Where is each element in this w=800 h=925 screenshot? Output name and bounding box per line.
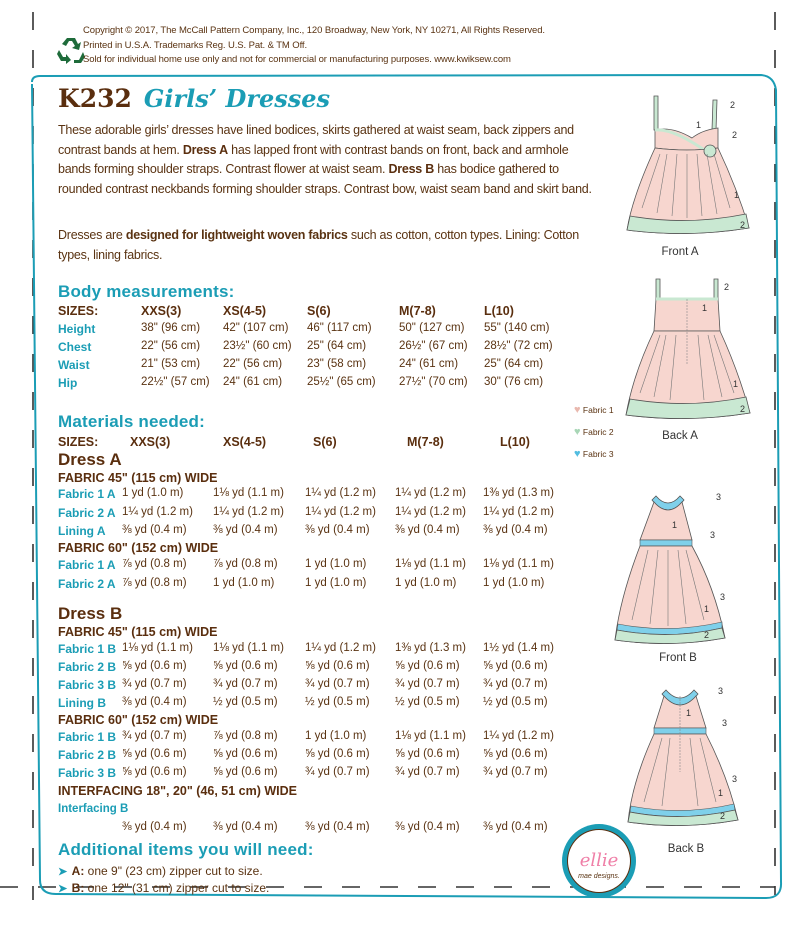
callout: 3 — [732, 774, 738, 784]
row-value: 1¼ yd (1.2 m) — [395, 505, 466, 518]
row-value: ⅝ yd (0.6 m) — [483, 660, 548, 672]
size-header: XS(4-5) — [223, 304, 267, 318]
size-header: S(6) — [307, 304, 331, 318]
row-value: ⅝ yd (0.6 m) — [213, 766, 278, 778]
front-b-illustration — [610, 488, 770, 648]
row-label: Chest — [58, 340, 92, 354]
row-label: Fabric 2 B — [58, 748, 117, 762]
row-value: 25" (64 cm) — [484, 358, 544, 370]
dress-b-heading: Dress B — [58, 604, 123, 623]
row-value: 1⅛ yd (1.1 m) — [213, 642, 284, 654]
row-value: 25½" (65 cm) — [307, 376, 376, 388]
row-value: ⅝ yd (0.6 m) — [395, 660, 460, 672]
callout: 3 — [716, 492, 722, 502]
row-value: ⅞ yd (0.8 m) — [122, 558, 187, 570]
row-value: ¾ yd (0.7 m) — [395, 678, 460, 690]
row-value: 1¼ yd (1.2 m) — [122, 505, 193, 518]
row-label: Fabric 1 B — [58, 642, 117, 656]
row-value: 24" (61 cm) — [399, 358, 459, 370]
interfacing-value: ⅜ yd (0.4 m) — [122, 821, 187, 833]
interfacing-value: ⅜ yd (0.4 m) — [213, 821, 278, 833]
row-label: Fabric 2 A — [58, 576, 116, 591]
callout: 1 — [704, 604, 710, 614]
row-value: ¾ yd (0.7 m) — [305, 678, 370, 690]
row-value: 1½ yd (1.4 m) — [483, 642, 554, 654]
back-a-caption: Back A — [662, 430, 698, 442]
row-label: Hip — [58, 376, 78, 390]
size-header: L(10) — [484, 304, 514, 318]
legend-fabric-3 — [574, 448, 614, 460]
row-value: 1 yd (1.0 m) — [305, 576, 367, 589]
size-header: XXS(3) — [141, 304, 182, 318]
row-value: 1 yd (1.0 m) — [305, 730, 367, 742]
size-header: L(10) — [500, 435, 530, 449]
row-value: ⅝ yd (0.6 m) — [122, 660, 187, 672]
back-b-illustration — [610, 682, 770, 832]
row-value: ⅞ yd (0.8 m) — [213, 558, 278, 570]
row-value: ¾ yd (0.7 m) — [122, 678, 187, 690]
desc-fabric-emphasis: designed for lightweight woven fabrics — [125, 228, 348, 242]
desc-dress-b: Dress B — [388, 162, 434, 176]
row-value: ⅜ yd (0.4 m) — [305, 524, 370, 536]
item-text: one 9" (23 cm) zipper cut to size. — [84, 864, 263, 878]
row-value: ⅝ yd (0.6 m) — [305, 748, 370, 760]
row-value: ¾ yd (0.7 m) — [483, 678, 548, 690]
row-value: 1¼ yd (1.2 m) — [213, 505, 284, 518]
row-value: ⅝ yd (0.6 m) — [395, 748, 460, 760]
row-label: Fabric 3 B — [58, 766, 117, 780]
row-value: 1⅜ yd (1.3 m) — [395, 642, 466, 654]
row-value: ⅝ yd (0.6 m) — [122, 748, 187, 760]
legend-label: Fabric 3 — [582, 449, 614, 459]
row-value: ⅜ yd (0.4 m) — [483, 524, 548, 536]
desc-text: Dresses are — [58, 228, 126, 242]
legend-fabric-2 — [574, 426, 614, 438]
row-value: 23" (58 cm) — [307, 358, 367, 370]
copyright-line: Copyright © 2017, The McCall Pattern Company, Inc., 120 Broadway, New York, NY 10271, All Rights Reserved. — [83, 25, 545, 36]
page-title — [58, 83, 330, 115]
row-label: Lining B — [58, 696, 106, 710]
description-paragraph — [58, 121, 603, 199]
row-value: 46" (117 cm) — [307, 322, 372, 334]
row-value: ⅜ yd (0.4 m) — [395, 524, 460, 536]
row-value: ¾ yd (0.7 m) — [305, 766, 370, 778]
row-value: 1 yd (1.0 m) — [305, 558, 367, 570]
row-value: ½ yd (0.5 m) — [395, 696, 460, 708]
size-header: M(7-8) — [399, 304, 436, 318]
row-value: 1¼ yd (1.2 m) — [305, 505, 376, 518]
row-value: ⅜ yd (0.4 m) — [122, 524, 187, 536]
pattern-name: Girls’ Dresses — [143, 84, 331, 113]
fabric-paragraph — [58, 226, 603, 265]
item-key: B: — [71, 881, 85, 895]
row-value: ⅝ yd (0.6 m) — [122, 766, 187, 778]
legend-fabric-1 — [574, 404, 614, 416]
recycle-icon — [56, 35, 86, 65]
row-value: 30" (76 cm) — [484, 376, 544, 388]
row-value: 26½" (67 cm) — [399, 340, 468, 352]
row-value: ¾ yd (0.7 m) — [483, 766, 548, 778]
row-value: ¾ yd (0.7 m) — [213, 678, 278, 690]
row-value: ⅝ yd (0.6 m) — [213, 660, 278, 672]
row-value: ⅝ yd (0.6 m) — [305, 660, 370, 672]
row-value: 1¼ yd (1.2 m) — [305, 642, 376, 654]
legend-label: Fabric 1 — [582, 405, 614, 415]
interfacing-value: ⅜ yd (0.4 m) — [305, 821, 370, 833]
callout: 2 — [740, 404, 746, 414]
callout: 1 — [734, 190, 740, 200]
chevron-right-icon: ➤ — [58, 883, 68, 895]
row-value: 38" (96 cm) — [141, 322, 201, 334]
row-label: Fabric 2 A — [58, 505, 116, 520]
row-value: ⅞ yd (0.8 m) — [213, 730, 278, 742]
row-value: 1 yd (1.0 m) — [122, 487, 184, 499]
callout: 1 — [672, 520, 678, 530]
row-value: ¾ yd (0.7 m) — [122, 730, 187, 742]
callout: 3 — [710, 530, 716, 540]
desc-text: has lapped front with contrast bands on front, back and armhole bands forming shoulder straps. Contrast flower at waist seam. — [58, 142, 569, 176]
row-label: Fabric 1 A — [58, 487, 116, 501]
row-value: ⅞ yd (0.8 m) — [122, 576, 187, 589]
front-a-illustration — [612, 88, 762, 238]
desc-text: has bodice gathered to rounded contrast neckbands forming shoulder straps. Contrast bow, waist seam band and skirt band. — [58, 162, 592, 196]
row-value: 1 yd (1.0 m) — [395, 576, 457, 589]
logo-text: ellie — [579, 850, 619, 871]
row-value: ¾ yd (0.7 m) — [395, 766, 460, 778]
row-value: 24" (61 cm) — [223, 376, 283, 388]
row-value: 55" (140 cm) — [484, 322, 550, 334]
desc-text: These adorable girls’ dresses have lined bodices, skirts gathered at waist seam, back zippers and contrast bands at hem. — [58, 123, 574, 157]
usage-line: Sold for individual home use only and not for commercial or manufacturing purposes. www.kwiksew.com — [83, 54, 511, 65]
row-value: 1¼ yd (1.2 m) — [395, 487, 466, 499]
row-value: ½ yd (0.5 m) — [483, 696, 548, 708]
trademark-line: Printed in U.S.A. Trademarks Reg. U.S. Pat. & TM Off. — [83, 39, 308, 51]
legend-label: Fabric 2 — [582, 427, 614, 437]
row-value: 1⅛ yd (1.1 m) — [122, 642, 193, 654]
row-value: ⅝ yd (0.6 m) — [213, 748, 278, 760]
row-label: Height — [58, 322, 96, 336]
dress-a-heading: Dress A — [58, 450, 122, 469]
row-value: 25" (64 cm) — [307, 340, 367, 352]
callout: 1 — [702, 303, 708, 313]
row-value: ⅜ yd (0.4 m) — [213, 524, 278, 536]
row-value: ½ yd (0.5 m) — [213, 696, 278, 708]
row-value: 1¼ yd (1.2 m) — [305, 487, 376, 499]
row-value: 21" (53 cm) — [141, 358, 201, 370]
row-value: 1⅛ yd (1.1 m) — [395, 730, 466, 742]
row-value: ⅝ yd (0.6 m) — [483, 748, 548, 760]
back-a-illustration — [618, 275, 768, 420]
interfacing-label: Interfacing B — [58, 803, 129, 815]
interfacing-value: ⅜ yd (0.4 m) — [483, 821, 548, 833]
row-value: 42" (107 cm) — [223, 322, 289, 334]
callout: 2 — [732, 130, 738, 140]
row-value: 22½" (57 cm) — [141, 376, 210, 388]
sizes-label: SIZES: — [58, 304, 99, 318]
dress-b-fabric60-heading: FABRIC 60" (152 cm) WIDE — [58, 713, 219, 727]
row-value: 1⅜ yd (1.3 m) — [483, 487, 554, 499]
callout: 3 — [722, 718, 728, 728]
interfacing-heading: INTERFACING 18", 20" (46, 51 cm) WIDE — [58, 784, 298, 798]
callout: 2 — [724, 282, 730, 292]
additional-item-b — [58, 879, 269, 897]
desc-text: such as cotton, cotton types. Lining: Cotton types, lining fabrics. — [58, 228, 579, 262]
row-value: 1⅛ yd (1.1 m) — [213, 487, 284, 499]
sizes-label: SIZES: — [58, 435, 99, 449]
desc-dress-a: Dress A — [182, 142, 228, 157]
size-header: M(7-8) — [407, 435, 444, 449]
row-value: 1 yd (1.0 m) — [483, 576, 545, 589]
body-measurements-heading: Body measurements: — [58, 282, 235, 301]
item-key: A: — [71, 864, 85, 878]
row-value: 1⅛ yd (1.1 m) — [483, 558, 554, 570]
row-label: Fabric 3 B — [58, 678, 117, 692]
row-label: Waist — [58, 358, 90, 372]
callout: 1 — [733, 379, 739, 389]
dress-b-fabric45-heading: FABRIC 45" (115 cm) WIDE — [58, 625, 218, 639]
size-header: XXS(3) — [130, 435, 171, 449]
row-label: Lining A — [58, 524, 106, 538]
interfacing-value: ⅜ yd (0.4 m) — [395, 821, 460, 833]
pattern-code: K232 — [58, 84, 132, 113]
callout: 2 — [740, 220, 746, 230]
row-value: 28½" (72 cm) — [484, 340, 553, 352]
row-label: Fabric 1 A — [58, 558, 116, 572]
chevron-right-icon: ➤ — [58, 866, 68, 878]
callout: 1 — [696, 120, 702, 130]
additional-heading: Additional items you will need: — [58, 840, 314, 859]
row-label: Fabric 2 B — [58, 660, 117, 674]
front-b-caption: Front B — [659, 652, 697, 664]
additional-item-a — [58, 862, 263, 880]
front-a-caption: Front A — [661, 246, 699, 258]
copyright-block — [83, 24, 545, 68]
heart-icon: ♥ — [574, 448, 581, 460]
ellie-mae-logo — [560, 822, 638, 900]
row-value: 1¼ yd (1.2 m) — [483, 505, 554, 518]
row-value: 1 yd (1.0 m) — [213, 576, 275, 589]
callout: 3 — [720, 592, 726, 602]
logo-subtext: mae designs. — [578, 873, 620, 880]
row-value: ½ yd (0.5 m) — [305, 696, 370, 708]
materials-heading: Materials needed: — [58, 412, 206, 431]
dress-a-fabric60-heading: FABRIC 60" (152 cm) WIDE — [58, 541, 219, 555]
row-value: 27½" (70 cm) — [399, 376, 468, 388]
back-b-caption: Back B — [667, 843, 705, 855]
callout: 2 — [720, 811, 726, 821]
callout: 2 — [704, 630, 710, 640]
row-value: 50" (127 cm) — [399, 322, 465, 334]
row-value: 1¼ yd (1.2 m) — [483, 730, 554, 742]
callout: 1 — [686, 708, 692, 718]
row-value: 23½" (60 cm) — [223, 340, 292, 352]
callout: 2 — [730, 100, 736, 110]
heart-icon: ♥ — [574, 404, 581, 416]
size-header: XS(4-5) — [223, 435, 267, 449]
callout: 1 — [718, 788, 724, 798]
row-value: 22" (56 cm) — [223, 358, 283, 370]
item-text: one 12" (31 cm) zipper cut to size. — [84, 881, 270, 895]
row-value: ⅜ yd (0.4 m) — [122, 696, 187, 708]
heart-icon: ♥ — [574, 426, 581, 438]
size-header: S(6) — [313, 435, 337, 449]
dress-a-fabric45-heading: FABRIC 45" (115 cm) WIDE — [58, 471, 218, 485]
row-label: Fabric 1 B — [58, 730, 117, 744]
row-value: 1⅛ yd (1.1 m) — [395, 558, 466, 570]
callout: 3 — [718, 686, 724, 696]
row-value: 22" (56 cm) — [141, 340, 201, 352]
